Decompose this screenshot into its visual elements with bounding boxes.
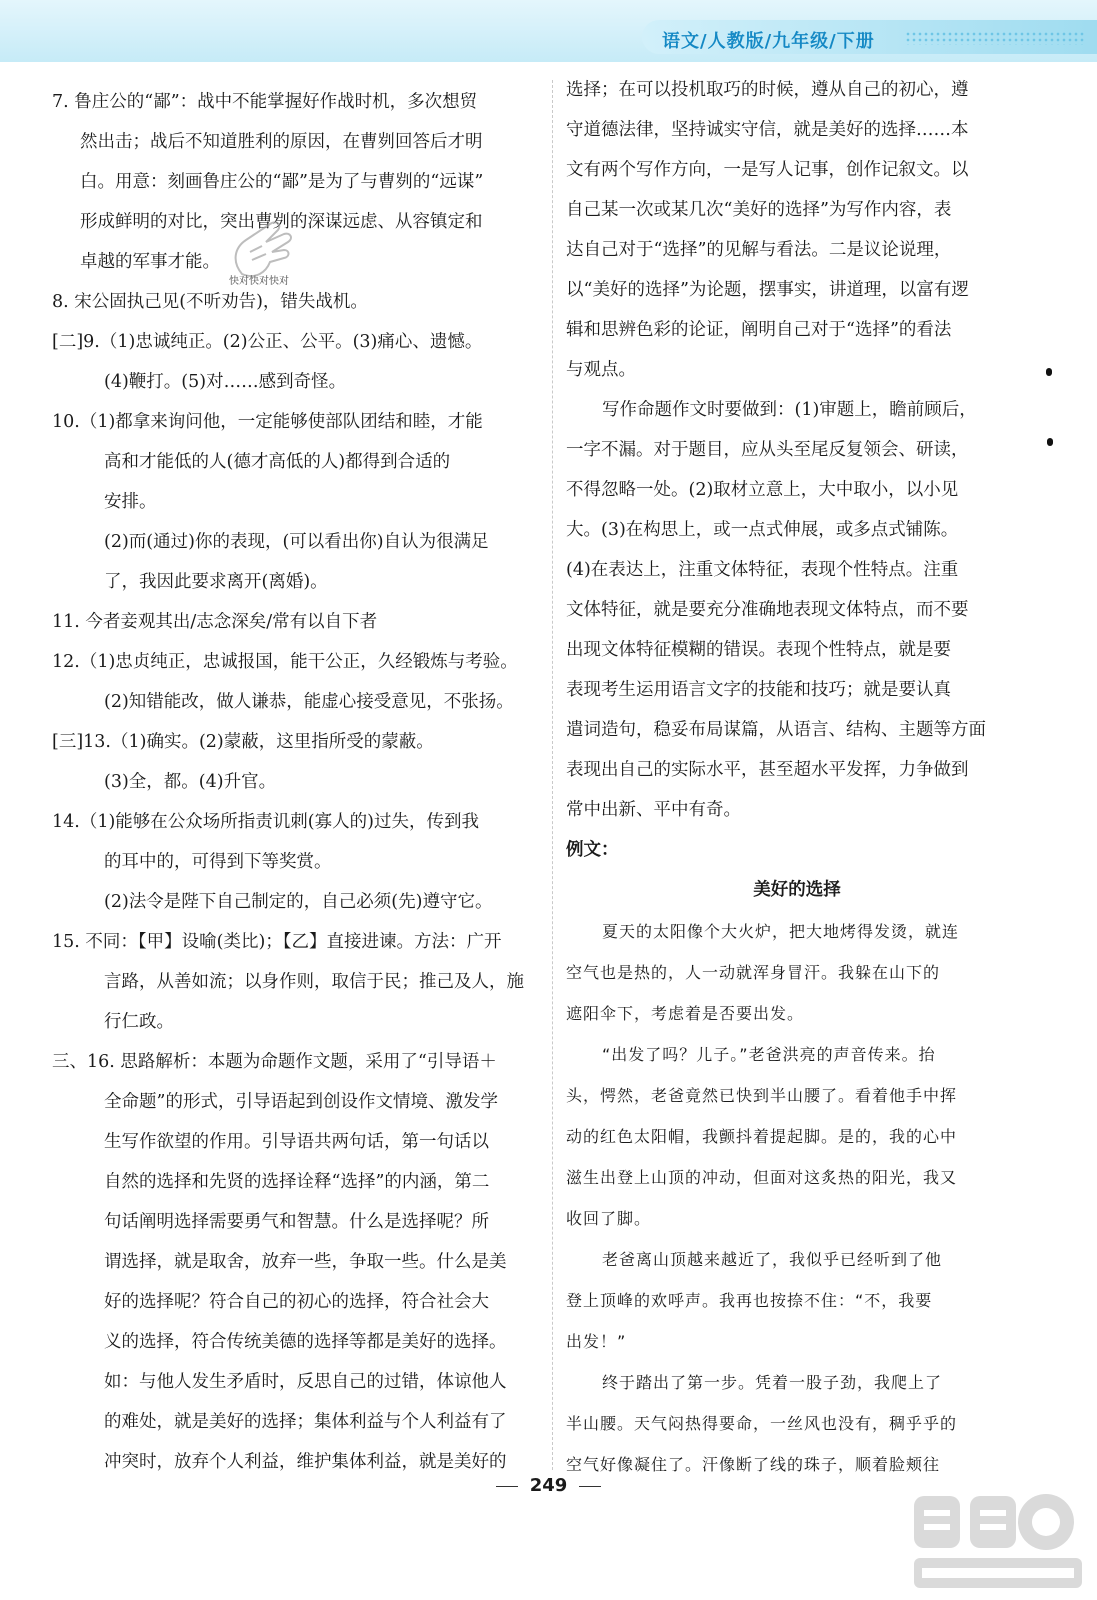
essay-line: 终于踏出了第一步。凭着一股子劲，我爬上了 <box>602 1373 943 1392</box>
answer-line: (4)在表达上，注重文体特征，表现个性特点。注重 <box>566 560 959 580</box>
sample-essay-label: 例文： <box>566 840 619 860</box>
book-title: 语文/人教版/九年级/下册 <box>662 31 875 52</box>
answer-line: 好的选择呢？符合自己的初心的选择，符合社会大 <box>104 1292 489 1312</box>
page-number-value: 249 <box>529 1475 568 1496</box>
answer-line: 辑和思辨色彩的论证，阐明自己对于“选择”的看法 <box>566 320 952 340</box>
essay-line: 空气好像凝住了。汗像断了线的珠子，顺着脸颊往 <box>566 1455 941 1474</box>
answer-line: 11. 今者妾观其出/志念深矣/常有以自下者 <box>52 612 378 632</box>
answer-line: 10.（1)都拿来询问他，一定能够使部队团结和睦，才能 <box>52 412 483 432</box>
margin-dot <box>1046 368 1052 376</box>
page-number-dash <box>496 1486 518 1487</box>
essay-line: 遮阳伞下，考虑着是否要出发。 <box>566 1004 805 1023</box>
column-divider <box>552 80 553 1470</box>
answer-line: 8. 宋公固执己见(不听劝告)，错失战机。 <box>52 292 368 312</box>
answer-line: 大。(3)在构思上，或一点式伸展，或多点式铺陈。 <box>566 520 959 540</box>
site-logo-icon <box>908 1488 1088 1596</box>
margin-dot <box>1047 438 1053 446</box>
page-number-dash <box>579 1486 601 1487</box>
essay-line: 头，愕然，老爸竟然已快到半山腰了。看着他手中挥 <box>566 1086 958 1105</box>
answer-line: 以“美好的选择”为论题，摆事实，讲道理，以富有逻 <box>566 280 969 300</box>
answer-line: 的难处，就是美好的选择；集体利益与个人利益有了 <box>104 1412 507 1432</box>
answer-line: 了，我因此要求离开(离婚)。 <box>104 572 328 592</box>
essay-line: 收回了脚。 <box>566 1209 652 1228</box>
answer-line: (2)知错能改，做人谦恭，能虚心接受意见，不张扬。 <box>104 692 514 712</box>
answer-line: 选择；在可以投机取巧的时候，遵从自己的初心，遵 <box>566 80 969 100</box>
essay-line: 出发！” <box>566 1332 627 1351</box>
answer-line: 全命题”的形式，引导语起到创设作文情境、激发学 <box>104 1092 498 1112</box>
essay-line: 滋生出登上山顶的冲动，但面对这炙热的阳光，我又 <box>566 1168 958 1187</box>
answer-line: [三]13.（1)确实。(2)蒙蔽，这里指所受的蒙蔽。 <box>52 732 434 752</box>
essay-line: 夏天的太阳像个大火炉，把大地烤得发烫，就连 <box>602 922 960 941</box>
answer-line: 15. 不同：【甲】设喻(类比)；【乙】直接进谏。方法：广开 <box>52 932 502 952</box>
answer-line: 高和才能低的人(德才高低的人)都得到合适的 <box>104 452 451 472</box>
right-column <box>566 70 1028 1485</box>
answer-line: 不得忽略一处。(2)取材立意上，大中取小，以小见 <box>566 480 959 500</box>
essay-line: 动的红色太阳帽，我颤抖着提起脚。是的，我的心中 <box>566 1127 958 1146</box>
answer-line: 达自己对于“选择”的见解与看法。二是议论说理， <box>566 240 952 260</box>
answer-line: 守道德法律，坚持诚实守信，就是美好的选择……本 <box>566 120 969 140</box>
essay-line: 空气也是热的，人一动就浑身冒汗。我躲在山下的 <box>566 963 941 982</box>
answer-line: 14.（1)能够在公众场所指责讥刺(寡人的)过失，传到我 <box>52 812 479 832</box>
answer-line: 文有两个写作方向，一是写人记事，创作记叙文。以 <box>566 160 969 180</box>
answer-line: 句话阐明选择需要勇气和智慧。什么是选择呢？所 <box>104 1212 489 1232</box>
answer-line: 表现考生运用语言文字的技能和技巧；就是要认真 <box>566 680 951 700</box>
essay-line: “出发了吗？儿子。”老爸洪亮的声音传来。抬 <box>602 1045 936 1064</box>
answer-line: (2)法令是陛下自己制定的，自己必须(先)遵守它。 <box>104 892 493 912</box>
answer-line: (3)全，都。(4)升官。 <box>104 772 277 792</box>
watermark-text: 快对快对快对 <box>229 276 289 287</box>
essay-line: 登上顶峰的欢呼声。我再也按捺不住：“不，我要 <box>566 1291 933 1310</box>
header-banner <box>0 0 1097 62</box>
answer-line: 白。用意：刻画鲁庄公的“鄙”是为了与曹刿的“远谋” <box>80 172 484 192</box>
answer-line: 三、16. 思路解析：本题为命题作文题，采用了“引导语＋ <box>52 1052 497 1072</box>
answer-line: 与观点。 <box>566 360 636 380</box>
answer-line: 卓越的军事才能。 <box>80 252 220 272</box>
answer-line: 谓选择，就是取舍，放弃一些，争取一些。什么是美 <box>104 1252 507 1272</box>
dot-pattern <box>905 31 1085 45</box>
answer-line: 冲突时，放弃个人利益，维护集体利益，就是美好的 <box>104 1452 507 1472</box>
answer-line: 常中出新、平中有奇。 <box>566 800 741 820</box>
answer-line: 然出击；战后不知道胜利的原因，在曹刿回答后才明 <box>80 132 483 152</box>
answer-line: 义的选择，符合传统美德的选择等都是美好的选择。 <box>104 1332 507 1352</box>
answer-line: 生写作欲望的作用。引导语共两句话，第一句话以 <box>104 1132 489 1152</box>
answer-line: 形成鲜明的对比，突出曹刿的深谋远虑、从容镇定和 <box>80 212 483 232</box>
answer-line: 言路，从善如流；以身作则，取信于民；推己及人，施 <box>104 972 524 992</box>
answer-line: [二]9.（1)忠诚纯正。(2)公正、公平。(3)痛心、遗憾。 <box>52 332 483 352</box>
answer-line: 一字不漏。对于题目，应从头至尾反复领会、研读， <box>566 440 969 460</box>
essay-line: 半山腰。天气闷热得要命，一丝风也没有，稠乎乎的 <box>566 1414 958 1433</box>
answer-line: (2)而(通过)你的表现，(可以看出你)自认为很满足 <box>104 532 489 552</box>
essay-line: 老爸离山顶越来越近了，我似乎已经听到了他 <box>602 1250 943 1269</box>
answer-line: 如：与他人发生矛盾时，反思自己的过错，体谅他人 <box>104 1372 507 1392</box>
answer-line: 写作命题作文时要做到：(1)审题上，瞻前顾后， <box>602 400 977 420</box>
sample-essay <box>566 870 1028 1485</box>
answer-line: (4)鞭打。(5)对……感到奇怪。 <box>104 372 347 392</box>
answer-line: 遣词造句，稳妥布局谋篇，从语言、结构、主题等方面 <box>566 720 986 740</box>
answer-line: 出现文体特征模糊的错误。表现个性特点，就是要 <box>566 640 951 660</box>
answer-line: 自然的选择和先贤的选择诠释“选择”的内涵，第二 <box>104 1172 490 1192</box>
answer-line: 安排。 <box>104 492 157 512</box>
answer-line: 表现出自己的实际水平，甚至超水平发挥，力争做到 <box>566 760 969 780</box>
answer-line: 7. 鲁庄公的“鄙”：战中不能掌握好作战时机，多次想贸 <box>52 92 478 112</box>
answer-line: 文体特征，就是要充分准确地表现文体特点，而不要 <box>566 600 969 620</box>
answer-line: 自己某一次或某几次“美好的选择”为写作内容，表 <box>566 200 952 220</box>
answer-line: 12.（1)忠贞纯正，忠诚报国，能干公正，久经锻炼与考验。 <box>52 652 518 672</box>
answer-line: 的耳中的，可得到下等奖赏。 <box>104 852 332 872</box>
essay-title: 美好的选择 <box>753 880 841 900</box>
answer-line: 行仁政。 <box>104 1012 174 1032</box>
left-column <box>52 82 538 1482</box>
